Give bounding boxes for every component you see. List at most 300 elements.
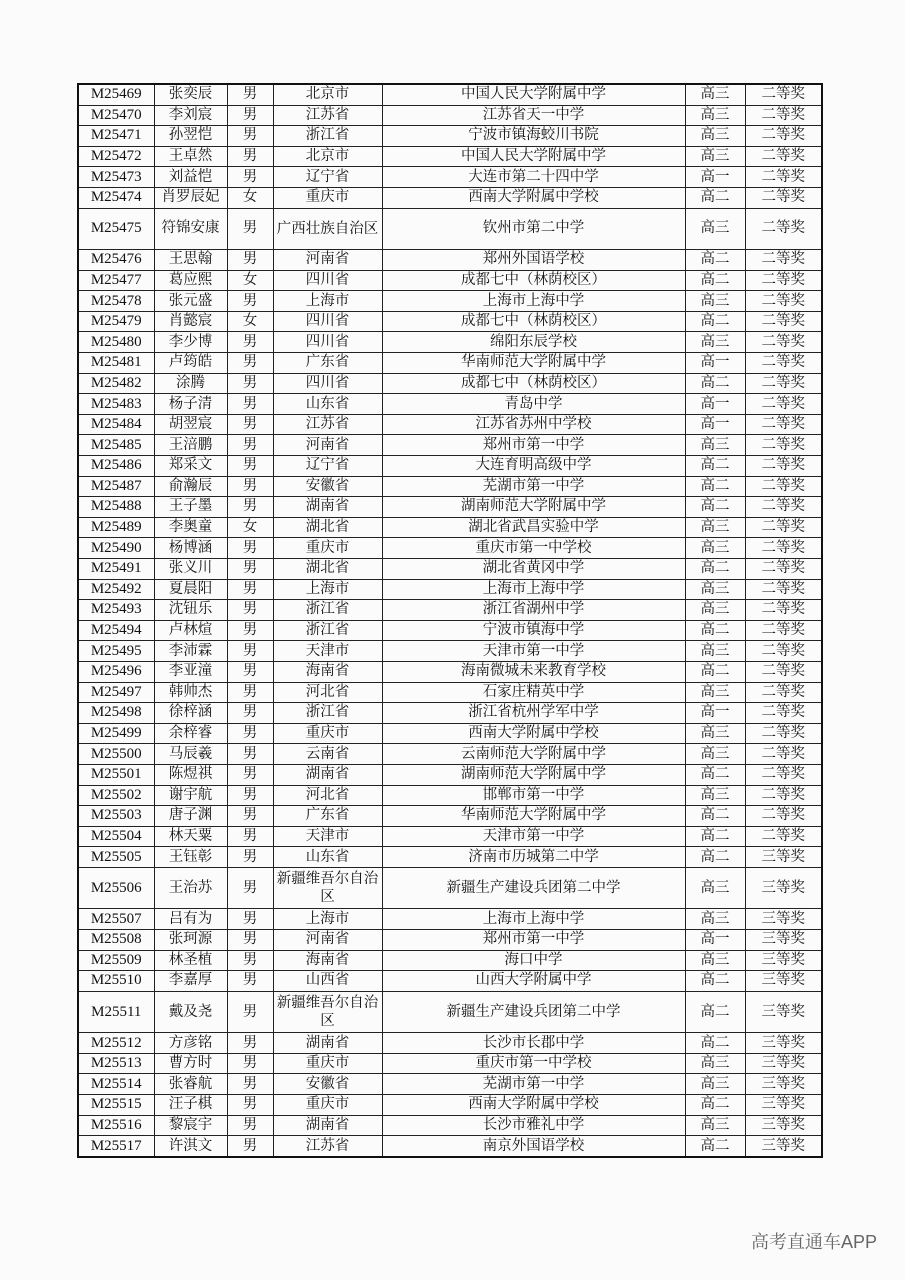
table-row: [78, 620, 822, 641]
table-row: [78, 1095, 822, 1116]
award-cell: 二等奖: [745, 414, 822, 435]
name-cell: 沈钮乐: [154, 600, 227, 621]
gender-cell: 男: [227, 620, 273, 641]
name-cell: 韩帅杰: [154, 682, 227, 703]
student-id-cell: M25500: [78, 744, 154, 765]
grade-cell: 高三: [685, 84, 745, 105]
student-id-cell: M25472: [78, 146, 154, 167]
province-cell: 河南省: [273, 250, 382, 271]
table-row: [78, 394, 822, 415]
name-cell: 张睿航: [154, 1074, 227, 1095]
award-cell: 二等奖: [745, 394, 822, 415]
table-row: [78, 558, 822, 579]
name-cell: 李刘宸: [154, 105, 227, 126]
award-cell: 二等奖: [745, 311, 822, 332]
school-cell: 湖南师范大学附属中学: [382, 764, 685, 785]
award-cell: 三等奖: [745, 1115, 822, 1136]
gender-cell: 男: [227, 661, 273, 682]
gender-cell: 男: [227, 126, 273, 147]
school-cell: 新疆生产建设兵团第二中学: [382, 867, 685, 909]
table-row: [78, 126, 822, 147]
province-cell: 江苏省: [273, 414, 382, 435]
table-row: [78, 167, 822, 188]
name-cell: 曹方时: [154, 1053, 227, 1074]
student-id-cell: M25486: [78, 456, 154, 477]
award-cell: 二等奖: [745, 476, 822, 497]
award-cell: 三等奖: [745, 1074, 822, 1095]
province-cell: 新疆维吾尔自治区: [273, 991, 382, 1033]
award-cell: 三等奖: [745, 1053, 822, 1074]
province-cell: 浙江省: [273, 620, 382, 641]
award-cell: 二等奖: [745, 620, 822, 641]
award-cell: 二等奖: [745, 497, 822, 518]
award-cell: 三等奖: [745, 991, 822, 1033]
province-cell: 河南省: [273, 435, 382, 456]
table-row: [78, 538, 822, 559]
award-table: [77, 83, 823, 1158]
name-cell: 余梓睿: [154, 723, 227, 744]
student-id-cell: M25485: [78, 435, 154, 456]
gender-cell: 男: [227, 826, 273, 847]
name-cell: 陈煜祺: [154, 764, 227, 785]
student-id-cell: M25516: [78, 1115, 154, 1136]
table-row: [78, 929, 822, 950]
name-cell: 涂腾: [154, 373, 227, 394]
student-id-cell: M25487: [78, 476, 154, 497]
grade-cell: 高二: [685, 764, 745, 785]
province-cell: 辽宁省: [273, 456, 382, 477]
gender-cell: 男: [227, 1033, 273, 1054]
table-row: [78, 414, 822, 435]
table-row: [78, 517, 822, 538]
student-id-cell: M25510: [78, 971, 154, 992]
school-cell: 上海市上海中学: [382, 291, 685, 312]
gender-cell: 男: [227, 291, 273, 312]
award-cell: 三等奖: [745, 1095, 822, 1116]
student-id-cell: M25489: [78, 517, 154, 538]
grade-cell: 高三: [685, 579, 745, 600]
table-row: [78, 661, 822, 682]
school-cell: 天津市第一中学: [382, 641, 685, 662]
school-cell: 浙江省湖州中学: [382, 600, 685, 621]
grade-cell: 高一: [685, 414, 745, 435]
gender-cell: 男: [227, 641, 273, 662]
student-id-cell: M25511: [78, 991, 154, 1033]
table-row: [78, 332, 822, 353]
school-cell: 成都七中（林荫校区）: [382, 373, 685, 394]
gender-cell: 男: [227, 1115, 273, 1136]
school-cell: 成都七中（林荫校区）: [382, 270, 685, 291]
table-row: [78, 353, 822, 374]
table-row: [78, 579, 822, 600]
award-cell: 二等奖: [745, 208, 822, 250]
gender-cell: 男: [227, 950, 273, 971]
table-row: [78, 764, 822, 785]
grade-cell: 高二: [685, 661, 745, 682]
award-cell: 三等奖: [745, 847, 822, 868]
school-cell: 中国人民大学附属中学: [382, 84, 685, 105]
school-cell: 上海市上海中学: [382, 579, 685, 600]
name-cell: 吕有为: [154, 909, 227, 930]
province-cell: 上海市: [273, 909, 382, 930]
gender-cell: 男: [227, 1053, 273, 1074]
gender-cell: 男: [227, 929, 273, 950]
grade-cell: 高一: [685, 929, 745, 950]
student-id-cell: M25477: [78, 270, 154, 291]
name-cell: 林圣植: [154, 950, 227, 971]
province-cell: 海南省: [273, 950, 382, 971]
gender-cell: 男: [227, 909, 273, 930]
school-cell: 湖北省黄冈中学: [382, 558, 685, 579]
name-cell: 李沛霖: [154, 641, 227, 662]
student-id-cell: M25509: [78, 950, 154, 971]
student-id-cell: M25513: [78, 1053, 154, 1074]
grade-cell: 高二: [685, 187, 745, 208]
grade-cell: 高二: [685, 456, 745, 477]
table-row: [78, 909, 822, 930]
award-cell: 三等奖: [745, 1136, 822, 1157]
grade-cell: 高三: [685, 126, 745, 147]
gender-cell: 男: [227, 456, 273, 477]
gender-cell: 男: [227, 497, 273, 518]
award-cell: 二等奖: [745, 373, 822, 394]
gender-cell: 男: [227, 476, 273, 497]
grade-cell: 高三: [685, 641, 745, 662]
table-row: [78, 291, 822, 312]
student-id-cell: M25492: [78, 579, 154, 600]
school-cell: 南京外国语学校: [382, 1136, 685, 1157]
province-cell: 天津市: [273, 826, 382, 847]
name-cell: 唐子渊: [154, 806, 227, 827]
gender-cell: 男: [227, 703, 273, 724]
school-cell: 西南大学附属中学校: [382, 1095, 685, 1116]
name-cell: 肖罗辰妃: [154, 187, 227, 208]
student-id-cell: M25483: [78, 394, 154, 415]
name-cell: 王钰彰: [154, 847, 227, 868]
table-row: [78, 785, 822, 806]
school-cell: 邯郸市第一中学: [382, 785, 685, 806]
province-cell: 重庆市: [273, 187, 382, 208]
name-cell: 杨子清: [154, 394, 227, 415]
grade-cell: 高三: [685, 538, 745, 559]
gender-cell: 男: [227, 764, 273, 785]
table-row: [78, 1074, 822, 1095]
gender-cell: 男: [227, 250, 273, 271]
award-cell: 二等奖: [745, 126, 822, 147]
student-id-cell: M25490: [78, 538, 154, 559]
province-cell: 湖南省: [273, 764, 382, 785]
gender-cell: 男: [227, 867, 273, 909]
student-id-cell: M25501: [78, 764, 154, 785]
gender-cell: 男: [227, 167, 273, 188]
table-row: [78, 250, 822, 271]
school-cell: 西南大学附属中学校: [382, 723, 685, 744]
grade-cell: 高一: [685, 353, 745, 374]
name-cell: 张义川: [154, 558, 227, 579]
name-cell: 夏晨阳: [154, 579, 227, 600]
school-cell: 华南师范大学附属中学: [382, 353, 685, 374]
name-cell: 徐梓涵: [154, 703, 227, 724]
school-cell: 长沙市雅礼中学: [382, 1115, 685, 1136]
province-cell: 江苏省: [273, 1136, 382, 1157]
grade-cell: 高三: [685, 146, 745, 167]
province-cell: 云南省: [273, 744, 382, 765]
province-cell: 河北省: [273, 785, 382, 806]
student-id-cell: M25475: [78, 208, 154, 250]
grade-cell: 高二: [685, 826, 745, 847]
name-cell: 王子墨: [154, 497, 227, 518]
province-cell: 浙江省: [273, 600, 382, 621]
grade-cell: 高二: [685, 250, 745, 271]
name-cell: 王思翰: [154, 250, 227, 271]
table-row: [78, 311, 822, 332]
student-id-cell: M25470: [78, 105, 154, 126]
student-id-cell: M25506: [78, 867, 154, 909]
school-cell: 成都七中（林荫校区）: [382, 311, 685, 332]
gender-cell: 女: [227, 517, 273, 538]
school-cell: 郑州市第一中学: [382, 929, 685, 950]
school-cell: 芜湖市第一中学: [382, 476, 685, 497]
province-cell: 山东省: [273, 847, 382, 868]
school-cell: 浙江省杭州学军中学: [382, 703, 685, 724]
name-cell: 郑采文: [154, 456, 227, 477]
table-row: [78, 971, 822, 992]
award-cell: 二等奖: [745, 456, 822, 477]
table-row: [78, 105, 822, 126]
province-cell: 广西壮族自治区: [273, 208, 382, 250]
school-cell: 大连市第二十四中学: [382, 167, 685, 188]
award-cell: 二等奖: [745, 187, 822, 208]
table-row: [78, 497, 822, 518]
grade-cell: 高三: [685, 332, 745, 353]
province-cell: 四川省: [273, 311, 382, 332]
table-row: [78, 703, 822, 724]
school-cell: 中国人民大学附属中学: [382, 146, 685, 167]
table-row: [78, 187, 822, 208]
grade-cell: 高一: [685, 703, 745, 724]
school-cell: 石家庄精英中学: [382, 682, 685, 703]
province-cell: 北京市: [273, 84, 382, 105]
table-row: [78, 1033, 822, 1054]
award-cell: 二等奖: [745, 661, 822, 682]
name-cell: 林天粟: [154, 826, 227, 847]
table-row: [78, 950, 822, 971]
province-cell: 重庆市: [273, 723, 382, 744]
school-cell: 湖北省武昌实验中学: [382, 517, 685, 538]
grade-cell: 高一: [685, 167, 745, 188]
award-cell: 二等奖: [745, 785, 822, 806]
province-cell: 河南省: [273, 929, 382, 950]
table-row: [78, 723, 822, 744]
school-cell: 长沙市长郡中学: [382, 1033, 685, 1054]
student-id-cell: M25488: [78, 497, 154, 518]
school-cell: 山西大学附属中学: [382, 971, 685, 992]
award-cell: 二等奖: [745, 764, 822, 785]
name-cell: 杨博涵: [154, 538, 227, 559]
province-cell: 安徽省: [273, 476, 382, 497]
table-row: [78, 847, 822, 868]
table-row: [78, 806, 822, 827]
province-cell: 上海市: [273, 579, 382, 600]
gender-cell: 男: [227, 435, 273, 456]
table-row: [78, 826, 822, 847]
student-id-cell: M25497: [78, 682, 154, 703]
award-cell: 二等奖: [745, 703, 822, 724]
name-cell: 张元盛: [154, 291, 227, 312]
grade-cell: 高三: [685, 517, 745, 538]
award-cell: 二等奖: [745, 332, 822, 353]
name-cell: 李奥童: [154, 517, 227, 538]
school-cell: 海口中学: [382, 950, 685, 971]
province-cell: 上海市: [273, 291, 382, 312]
student-id-cell: M25479: [78, 311, 154, 332]
school-cell: 江苏省天一中学: [382, 105, 685, 126]
grade-cell: 高二: [685, 1033, 745, 1054]
student-id-cell: M25476: [78, 250, 154, 271]
gender-cell: 男: [227, 208, 273, 250]
name-cell: 胡翌宸: [154, 414, 227, 435]
gender-cell: 男: [227, 847, 273, 868]
gender-cell: 男: [227, 785, 273, 806]
province-cell: 重庆市: [273, 1053, 382, 1074]
award-cell: 二等奖: [745, 291, 822, 312]
award-cell: 二等奖: [745, 806, 822, 827]
table-row: [78, 1053, 822, 1074]
award-cell: 二等奖: [745, 517, 822, 538]
province-cell: 广东省: [273, 353, 382, 374]
table-row: [78, 476, 822, 497]
school-cell: 绵阳东辰学校: [382, 332, 685, 353]
province-cell: 四川省: [273, 373, 382, 394]
school-cell: 大连育明高级中学: [382, 456, 685, 477]
student-id-cell: M25473: [78, 167, 154, 188]
province-cell: 山东省: [273, 394, 382, 415]
grade-cell: 高三: [685, 291, 745, 312]
name-cell: 刘益恺: [154, 167, 227, 188]
province-cell: 辽宁省: [273, 167, 382, 188]
school-cell: 钦州市第二中学: [382, 208, 685, 250]
school-cell: 华南师范大学附属中学: [382, 806, 685, 827]
grade-cell: 高二: [685, 1136, 745, 1157]
award-cell: 三等奖: [745, 929, 822, 950]
grade-cell: 高三: [685, 208, 745, 250]
province-cell: 北京市: [273, 146, 382, 167]
student-id-cell: M25502: [78, 785, 154, 806]
award-cell: 三等奖: [745, 1033, 822, 1054]
grade-cell: 高三: [685, 1115, 745, 1136]
school-cell: 芜湖市第一中学: [382, 1074, 685, 1095]
grade-cell: 高二: [685, 311, 745, 332]
gender-cell: 男: [227, 1095, 273, 1116]
award-cell: 二等奖: [745, 744, 822, 765]
table-row: [78, 682, 822, 703]
name-cell: 李少博: [154, 332, 227, 353]
award-cell: 三等奖: [745, 909, 822, 930]
gender-cell: 男: [227, 682, 273, 703]
gender-cell: 男: [227, 353, 273, 374]
grade-cell: 高三: [685, 1074, 745, 1095]
grade-cell: 高三: [685, 435, 745, 456]
school-cell: 湖南师范大学附属中学: [382, 497, 685, 518]
name-cell: 李嘉厚: [154, 971, 227, 992]
name-cell: 黎宸宇: [154, 1115, 227, 1136]
grade-cell: 高三: [685, 1053, 745, 1074]
province-cell: 广东省: [273, 806, 382, 827]
student-id-cell: M25481: [78, 353, 154, 374]
province-cell: 四川省: [273, 332, 382, 353]
student-id-cell: M25515: [78, 1095, 154, 1116]
gender-cell: 男: [227, 558, 273, 579]
gender-cell: 女: [227, 311, 273, 332]
name-cell: 张珂源: [154, 929, 227, 950]
table-row: [78, 744, 822, 765]
table-row: [78, 867, 822, 909]
award-cell: 二等奖: [745, 250, 822, 271]
student-id-cell: M25491: [78, 558, 154, 579]
award-cell: 三等奖: [745, 971, 822, 992]
award-cell: 二等奖: [745, 105, 822, 126]
grade-cell: 高二: [685, 270, 745, 291]
grade-cell: 高三: [685, 682, 745, 703]
student-id-cell: M25471: [78, 126, 154, 147]
table-row: [78, 373, 822, 394]
school-cell: 新疆生产建设兵团第二中学: [382, 991, 685, 1033]
name-cell: 卢林煊: [154, 620, 227, 641]
award-cell: 二等奖: [745, 538, 822, 559]
name-cell: 汪子棋: [154, 1095, 227, 1116]
student-id-cell: M25498: [78, 703, 154, 724]
gender-cell: 男: [227, 84, 273, 105]
gender-cell: 男: [227, 744, 273, 765]
grade-cell: 高三: [685, 744, 745, 765]
student-id-cell: M25504: [78, 826, 154, 847]
grade-cell: 高三: [685, 105, 745, 126]
student-id-cell: M25496: [78, 661, 154, 682]
grade-cell: 高二: [685, 1095, 745, 1116]
award-cell: 三等奖: [745, 950, 822, 971]
student-id-cell: M25469: [78, 84, 154, 105]
grade-cell: 高二: [685, 373, 745, 394]
award-cell: 二等奖: [745, 558, 822, 579]
grade-cell: 高二: [685, 497, 745, 518]
province-cell: 湖北省: [273, 517, 382, 538]
award-cell: 二等奖: [745, 84, 822, 105]
grade-cell: 高二: [685, 806, 745, 827]
table-row: [78, 84, 822, 105]
gender-cell: 男: [227, 971, 273, 992]
name-cell: 方彦铭: [154, 1033, 227, 1054]
name-cell: 葛应熙: [154, 270, 227, 291]
name-cell: 张奕辰: [154, 84, 227, 105]
province-cell: 浙江省: [273, 703, 382, 724]
student-id-cell: M25507: [78, 909, 154, 930]
school-cell: 云南师范大学附属中学: [382, 744, 685, 765]
award-cell: 三等奖: [745, 867, 822, 909]
gender-cell: 女: [227, 187, 273, 208]
province-cell: 重庆市: [273, 538, 382, 559]
student-id-cell: M25478: [78, 291, 154, 312]
name-cell: 王卓然: [154, 146, 227, 167]
grade-cell: 高二: [685, 476, 745, 497]
province-cell: 湖南省: [273, 497, 382, 518]
gender-cell: 男: [227, 579, 273, 600]
award-cell: 二等奖: [745, 167, 822, 188]
name-cell: 卢筠皓: [154, 353, 227, 374]
table-row: [78, 435, 822, 456]
grade-cell: 高三: [685, 600, 745, 621]
school-cell: 江苏省苏州中学校: [382, 414, 685, 435]
province-cell: 安徽省: [273, 1074, 382, 1095]
